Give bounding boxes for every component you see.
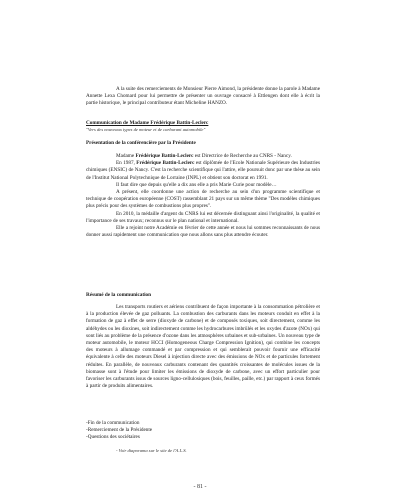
bio-paragraph-1 xyxy=(86,153,320,160)
bio-p1-post: est Directrice de Recherche au CNRS - Nancy. xyxy=(193,153,292,159)
bio-paragraph-6: Elle a rejoint notre Académie en février de cette année et nous lui sommes reconnaissants de nous donner aussi rapidement une communication que nous allons sans plus attendre écouter. xyxy=(86,225,320,239)
resume-paragraph: Les transports routiers et aériens contribuent de façon importante à la consommation pétrolière et à la production élevée de gaz polluants. La combustion des carburants dans les moteurs conduit en effet à la formation de gaz à effet de serre (dioxyde de carbone) et de composés toxiques, soit directement, comme les aldéhydes ou les dioxines, soit indirectement comme les hydrocarbures imbrûlés et les oxydes d'azote (NOx) qui sont liés au problème de la présence d'ozone dans les atmosphères urbaines et sub-urbaines. Un nouveau type de moteur automobile, le moteur HCCI (Homogeneous Charge Compression Ignition), qui combine les concepts des moteurs à allumage commandé et par compression et qui semblerait pouvoir fournir une efficacité équivalente à celle des moteurs Diesel à injection directe avec des émissions de NOx et de particules fortement réduites. En parallèle, de nouveaux carburants contenant des quantités croissantes de molécules issues de la biomasse sont à l'étude pour limiter les émissions de dioxyde de carbone, avec un effort particulier pour favoriser les carburants issus de sources ligno-cellulosiques (bois, feuilles, paille, etc.) par rapport à ceux formés à partir de produits alimentaires. xyxy=(86,304,320,390)
intro-text: A la suite des remerciements de Monsieur Pierre Aimond, la présidente donne la parole à Madame Annette Lexa Chomard pour lui permettre de présenter un ouvrage consacré à Ettlengen dont elle à écrit la partie historique, le principal contributeur étant Micheline HANZO. xyxy=(86,86,320,107)
resume-body xyxy=(86,304,320,390)
bio-p1-pre: Madame xyxy=(116,153,136,159)
resume-heading: Résumé de la communication xyxy=(86,292,151,298)
bio-p2-post: est diplômée de l'Ecole Nationale Supérieure des Industries chimiques (ENSIC) de Nancy. C'est la recherche scientifique qui l'attire, elle poursuit donc par une thèse au sein de l'Institut National Polytechnique de Lorraine (INPL) et obtient son doctorat en 1991. xyxy=(86,160,320,181)
slideshow-note: - Voir diaporama sur le site de l'A.L.S. xyxy=(116,448,187,453)
presentation-heading: Présentation de la conférencière par la Présidente xyxy=(86,140,196,146)
bio-paragraph-2 xyxy=(86,160,320,182)
closing-list xyxy=(86,420,320,442)
bio-p2-pre: En 1987, xyxy=(116,160,137,167)
bio-paragraph-4: A présent, elle coordonne une action de recherche au sein d'un programme scientifique et technique de coopération européenne (COST) rassemblant 21 pays sur un même thème "Des modèles chimiques plus précis pour des systèmes de combustions plus propres". xyxy=(86,189,320,210)
page-number: - 81 - xyxy=(193,484,207,490)
communication-title: Communication de Madame Frédérique Battin-Leclerc xyxy=(86,120,209,126)
bio-paragraph-5: En 2010, la médaille d'argent du CNRS lui est décernée distinguant ainsi l'originalité, la qualité et l'importance de ses travaux; reconnus sur le plan national et international. xyxy=(86,210,320,224)
speaker-name: Frédérique Battin-Leclerc xyxy=(136,160,195,167)
intro-paragraph xyxy=(86,86,320,108)
communication-subtitle: "Vers des nouveaux types de moteur et de carburant automobile" xyxy=(86,127,206,132)
speaker-name: Frédérique Battin-Leclerc xyxy=(135,153,194,159)
closing-item: -Fin de la communication xyxy=(86,420,140,426)
presentation-body xyxy=(86,153,320,239)
closing-item: -Remerciement de la Présidente xyxy=(86,427,153,434)
bio-paragraph-3: Il faut dire que depuis qu'elle a dix ans elle a pris Marie Curie pour modèle… xyxy=(116,181,277,188)
closing-item: -Questions des sociétaires xyxy=(86,434,140,441)
